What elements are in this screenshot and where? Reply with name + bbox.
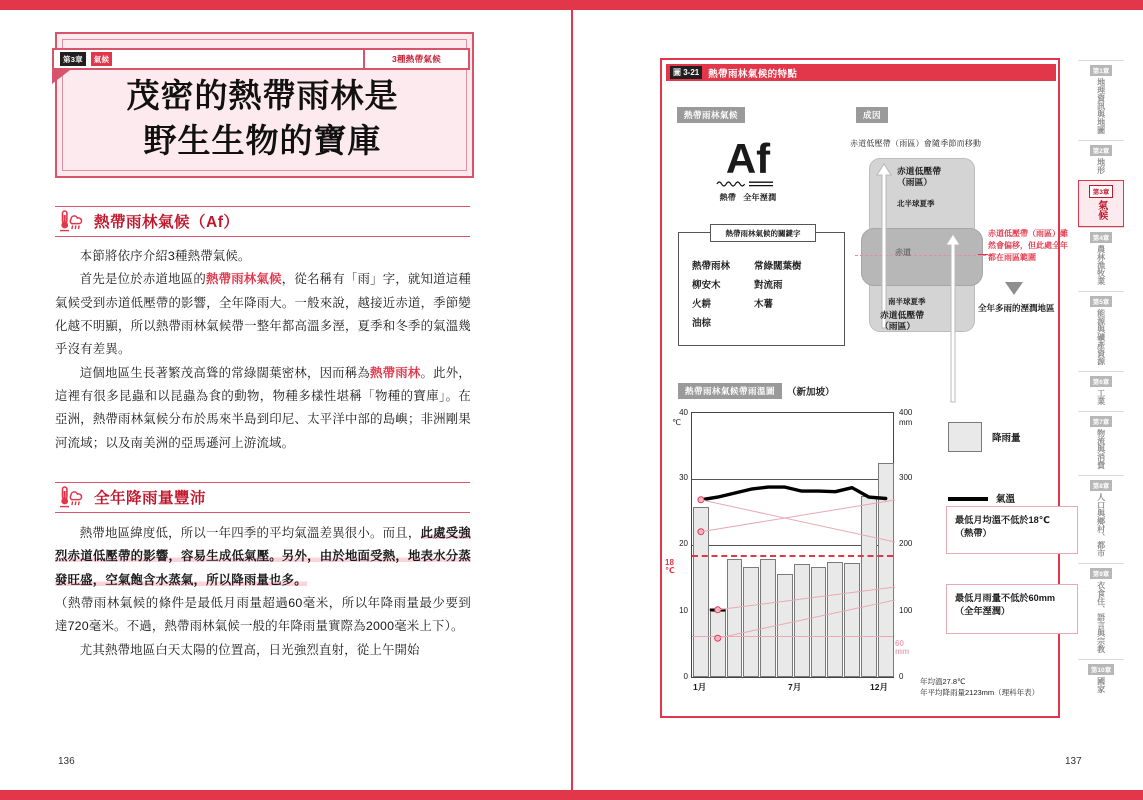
index-tab-8[interactable]: 第8章 人口與鄉村、都市	[1078, 475, 1124, 563]
panel-left-tag-wrap	[677, 105, 745, 123]
panel-right-tag: 成因	[856, 107, 888, 123]
paragraph: 熱帶地區緯度低，所以一年四季的平均氣溫差異很小。而且，此處受強烈赤道低壓帶的影響，容易生成低氣壓。另外，由於地面受熱，地表水分蒸發旺盛，空氣飽含水蒸氣，所以降雨量也多。	[55, 526, 471, 587]
legend-label-temp: 氣溫	[996, 494, 1016, 505]
keyword-item: 油棕	[692, 318, 712, 329]
paragraph: （熱帶雨林氣候的條件是最低月雨量超過60毫米，所以年降雨量最少要到達720毫米。不過，熱帶雨林氣候一般的年降雨量實際為2000毫米上下）。	[55, 595, 471, 634]
climate-code-glyph: Af	[725, 135, 771, 182]
legend-swatch-temp	[948, 497, 988, 501]
figure-title: 熱帶雨林氣候的特點	[708, 68, 798, 80]
right-page	[573, 10, 1143, 790]
y-tick-right-300: 300	[899, 473, 913, 482]
chart-subtitle: （新加坡）	[787, 387, 835, 398]
chapter-index-rail	[1078, 60, 1124, 699]
section-label: 3種熱帶氣候	[391, 54, 442, 64]
y-tick-right-0: 0	[899, 672, 904, 681]
thermometer-rain-icon	[59, 210, 87, 232]
left-page	[0, 10, 571, 790]
page-title-line1: 茂密的熱帶雨林是	[126, 76, 399, 115]
index-tab-7[interactable]: 第7章 物流與消費	[1078, 411, 1124, 475]
folio-right: 137	[1065, 756, 1082, 767]
figure-title-bar	[666, 64, 1056, 81]
index-tab-3[interactable]: 第3章 氣候	[1078, 180, 1124, 227]
page-title	[55, 74, 470, 163]
keyword-item	[754, 315, 824, 329]
leader-dots	[692, 412, 895, 678]
keyword-item: 熱帶雨林	[692, 261, 731, 272]
keyword-item: 對流雨	[754, 280, 783, 291]
folio-left: 136	[58, 756, 75, 767]
cause-note: 赤道低壓帶（雨區）會隨季節而移動	[850, 139, 982, 148]
paragraph: 首先是位於赤道地區的熱帶雨林氣候，從名稱有「雨」字，就知道這種氣候受到赤道低壓帶的影響，全年降雨大。一般來說，越接近赤道，季節變化越不明顯，所以熱帶雨林氣候帶一整年都高溫多溼，夏季和冬季的氣溫幾乎沒有差異。	[55, 272, 472, 357]
threshold-label-rain: 60 mm	[895, 639, 910, 657]
threshold-label-temp: 18 ℃	[665, 558, 675, 576]
chapter-badge: 第3章	[60, 52, 86, 66]
index-tab-10[interactable]: 第10章 國家	[1078, 659, 1124, 699]
code-label-a: 熱帶	[719, 193, 737, 202]
x-tick-jul: 7月	[788, 682, 802, 692]
paragraph: 尤其熱帶地區白天太陽的位置高，日光強烈直射，從上午開始	[79, 642, 420, 657]
band-top-sub: 北半球夏季	[897, 199, 935, 208]
legend-label-rain: 降雨量	[992, 433, 1021, 444]
index-tab-9[interactable]: 第9章 衣食住、語言與宗教	[1078, 563, 1124, 659]
chart-header	[678, 383, 835, 399]
code-label-f: 全年溼潤	[743, 193, 777, 202]
y-unit-left: ℃	[672, 418, 681, 427]
section-1-body	[55, 245, 471, 455]
arrow-up-south	[944, 232, 962, 404]
section-2-body	[55, 522, 471, 662]
section-heading-2	[55, 482, 470, 513]
keyword-item: 柳安木	[692, 280, 721, 291]
keywords-list	[692, 258, 824, 329]
section-heading-2-text: 全年降雨量豐沛	[94, 490, 207, 507]
legend-swatch-rain	[948, 422, 982, 452]
chart-title: 熱帶雨林氣候帶雨溫圖	[678, 383, 782, 399]
keywords-box-title: 熱帶雨林氣候的關鍵字	[710, 224, 816, 242]
y-tick-right-200: 200	[899, 539, 913, 548]
x-tick-jan: 1月	[693, 682, 707, 692]
chapter-name-badge: 氣候	[91, 52, 112, 66]
index-tab-2[interactable]: 第2章 地形	[1078, 140, 1124, 180]
red-note: 赤道低壓帶（雨區）雖然會偏移，但此處全年都在雨區範圍	[988, 229, 1068, 262]
section-heading-1-text: 熱帶雨林氣候（Af）	[94, 214, 240, 231]
panel-left-tag: 熱帶雨林氣候	[677, 107, 745, 123]
thermometer-rain-icon	[59, 486, 87, 508]
down-arrow-icon	[1005, 282, 1023, 295]
band-bottom-text: 赤道低壓帶 （雨區）	[880, 310, 924, 331]
y-unit-right: mm	[899, 418, 913, 427]
y-tick-left-30: 30	[679, 473, 688, 482]
paragraph: 這個地區生長著繁茂高聳的常綠闊葉密林，因而稱為熱帶雨林。此外，這裡有很多昆蟲和以昆蟲為食的動物，物種多樣性堪稱「物種的寶庫」。在亞洲，熱帶雨林氣候分布於馬來半島到印尼、太平洋中部的島嶼；非洲剛果河流域；以及南美洲的亞馬遜河上游流域。	[55, 365, 471, 450]
y-tick-right-100: 100	[899, 606, 913, 615]
keyword-item: 常綠闊葉樹	[754, 261, 802, 272]
panel-right-tag-wrap	[856, 105, 888, 123]
band-bottom-sub: 南半球夏季	[888, 297, 926, 306]
page-title-line2: 野生生物的寶庫	[143, 120, 382, 160]
chart-plot-area	[691, 412, 894, 678]
band-top-text: 赤道低壓帶 （雨區）	[897, 166, 941, 187]
callout-rain: 最低月雨量不低於60mm （全年溼潤）	[946, 584, 1078, 634]
result-label: 全年多雨的溼潤地區	[978, 303, 1055, 313]
keyword-item: 火耕	[692, 299, 712, 310]
keyword-item: 木薯	[754, 299, 774, 310]
figure-number: 圖 3-21	[670, 66, 702, 79]
index-tab-1[interactable]: 第1章 地理資訊與地圖	[1078, 60, 1124, 140]
index-tab-4[interactable]: 第4章 農林漁牧業	[1078, 227, 1124, 291]
y-tick-left-10: 10	[679, 606, 688, 615]
x-tick-dec: 12月	[870, 682, 888, 692]
y-tick-left-0: 0	[683, 672, 688, 681]
equator-label: 赤道	[895, 248, 911, 257]
red-leader-tick	[978, 254, 988, 255]
section-tab	[363, 48, 470, 70]
callout-temp: 最低月均溫不低於18℃ （熱帶）	[946, 506, 1078, 554]
y-tick-right-400: 400	[899, 408, 913, 417]
climate-code-block	[688, 135, 808, 203]
index-tab-6[interactable]: 第6章 工業	[1078, 371, 1124, 411]
y-tick-left-40: 40	[679, 408, 688, 417]
chart-footnote: 年均溫27.8℃ 年平均降雨量2123mm（理科年表）	[920, 677, 1040, 697]
section-heading-1	[55, 206, 470, 237]
y-tick-left-20: 20	[679, 539, 688, 548]
paragraph: 本節將依序介紹3種熱帶氣候。	[79, 249, 251, 263]
index-tab-5[interactable]: 第5章 能源與礦產資源	[1078, 291, 1124, 371]
